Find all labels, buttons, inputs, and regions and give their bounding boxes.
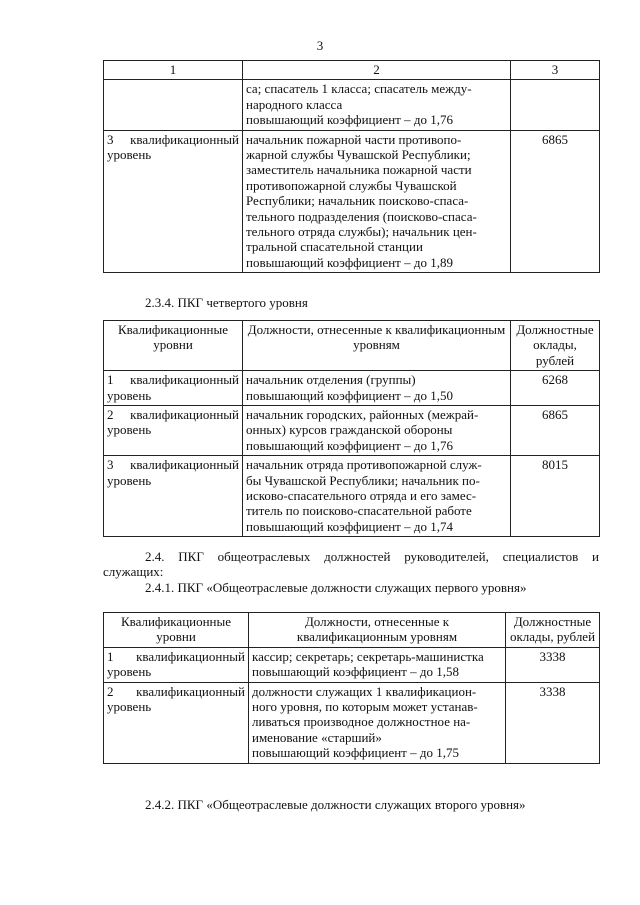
salary-cell: 3338 [506, 647, 600, 682]
table-header-row [104, 613, 600, 648]
salary-cell: 3338 [506, 682, 600, 763]
text-line: начальник пожарной части противопо- [246, 131, 462, 147]
positions-cell [249, 682, 506, 763]
table-row [104, 130, 600, 273]
text-line: жарной службы Чувашской Республики; [246, 147, 471, 163]
salary-cell [511, 80, 600, 130]
section-paragraph-2-4: 2.4. ПКГ общеотраслевых должностей руководителей, специалистов и служащих: [103, 549, 599, 580]
text-line: са; спасатель 1 класса; спасатель между- [246, 81, 472, 97]
text-line: должности служащих 1 квалификацион- [252, 683, 477, 699]
salary-cell: 6865 [511, 406, 600, 456]
table-row [104, 406, 600, 456]
table-row [104, 371, 600, 406]
section-heading-2-4-1: 2.4.1. ПКГ «Общеотраслевые должности служащих первого уровня» [145, 580, 527, 595]
column-header-salary: Должностные оклады, рублей [511, 321, 600, 371]
text-line: онных) курсов гражданской обороны [246, 422, 453, 438]
text-line: противопожарной службы Чувашской [246, 177, 457, 193]
text-line: именование «старший» [252, 729, 382, 745]
text-line: повышающий коэффициент – до 1,58 [252, 664, 459, 680]
column-header: 1 [104, 61, 243, 80]
positions-cell [249, 647, 506, 682]
text-line: повышающий коэффициент – до 1,50 [246, 387, 453, 403]
text-line: ливаться производное должностное на- [252, 714, 471, 730]
level-cell: 3 квалификационный уровень [104, 130, 243, 273]
text-line: народного класса [246, 96, 343, 112]
text-line: начальник отряда противопожарной служ- [246, 457, 482, 473]
text-line: заместитель начальника пожарной части [246, 162, 472, 178]
text-line: Республики; начальник поисково-спаса- [246, 193, 469, 209]
table-general-positions-first-level [103, 612, 600, 764]
salary-cell: 6865 [511, 130, 600, 273]
section-heading-2-4-2: 2.4.2. ПКГ «Общеотраслевые должности служащих второго уровня» [145, 797, 526, 812]
text-line: тельного отряда службы); начальник цен- [246, 224, 477, 240]
column-header-positions: Должности, отнесенные к квалификационным уровням [249, 613, 506, 648]
text-line: тельного подразделения (поисково-спаса- [246, 208, 477, 224]
table-header-row [104, 61, 600, 80]
table-pkg-third-level-continued [103, 60, 600, 273]
column-header-levels: Квалификационные уровни [104, 613, 249, 648]
level-cell: 1 квалификационный уровень [104, 647, 249, 682]
text-line: повышающий коэффициент – до 1,76 [246, 437, 453, 453]
table-pkg-fourth-level [103, 320, 600, 537]
positions-cell [243, 456, 511, 537]
text-line: исково-спасательного отряда и его замес- [246, 488, 477, 504]
positions-cell [243, 130, 511, 273]
text-line: титель по поисково-спасательной работе [246, 503, 472, 519]
text-line: тральной спасательной станции [246, 239, 423, 255]
table-row [104, 80, 600, 130]
level-cell [104, 80, 243, 130]
page-number: 3 [316, 38, 324, 53]
text-line: бы Чувашской Республики; начальник по- [246, 472, 480, 488]
positions-cell [243, 371, 511, 406]
text-line: повышающий коэффициент – до 1,75 [252, 745, 459, 761]
text-line: повышающий коэффициент – до 1,89 [246, 254, 453, 270]
column-header-positions: Должности, отнесенные к квалификационным уровням [243, 321, 511, 371]
section-heading-2-3-4: 2.3.4. ПКГ четвертого уровня [145, 295, 308, 310]
text-line: ного уровня, по которым может устанав- [252, 699, 478, 715]
column-header: 2 [243, 61, 511, 80]
table-row [104, 456, 600, 537]
column-header: 3 [511, 61, 600, 80]
positions-cell [243, 80, 511, 130]
level-cell: 2 квалификационный уровень [104, 406, 243, 456]
table-row [104, 682, 600, 763]
level-cell: 1 квалификационный уровень [104, 371, 243, 406]
text-line: повышающий коэффициент – до 1,76 [246, 112, 453, 128]
column-header-levels: Квалификационные уровни [104, 321, 243, 371]
text-line: повышающий коэффициент – до 1,74 [246, 518, 453, 534]
table-row [104, 647, 600, 682]
text-line: начальник отделения (группы) [246, 372, 416, 388]
salary-cell: 8015 [511, 456, 600, 537]
positions-cell [243, 406, 511, 456]
salary-cell: 6268 [511, 371, 600, 406]
table-header-row [104, 321, 600, 371]
level-cell: 2 квалификационный уровень [104, 682, 249, 763]
level-cell: 3 квалификационный уровень [104, 456, 243, 537]
column-header-salary: Должностные оклады, рублей [506, 613, 600, 648]
text-line: кассир; секретарь; секретарь-машинистка [252, 648, 484, 664]
text-line: начальник городских, районных (межрай- [246, 407, 479, 423]
